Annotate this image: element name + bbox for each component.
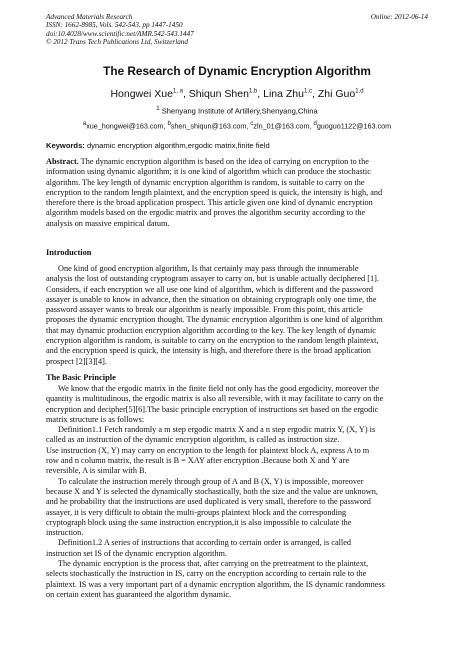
intro-line: that may dynamic production encryption algorithm according to the key. The key length of dynamic [46, 325, 376, 335]
keywords-text: dynamic encryption algorithm,ergodic matrix,finite field [84, 141, 270, 150]
author-sup: 1, a [172, 88, 183, 95]
intro-line: analysis the lost of outstanding cryptogram assayer to carry on, but is unable actually deciphered [1]. [46, 274, 379, 284]
email-sup: b [167, 121, 171, 127]
email-sup: c [250, 121, 254, 127]
basic-line: called as an instruction of the dynamic encryption algorithm, is called as instruction size. [46, 435, 340, 445]
abstract-label: Abstract. [46, 157, 79, 166]
author-sup: 1,d [355, 88, 364, 95]
abstract-line: analysis on massive empirical datum. [46, 218, 170, 228]
abstract-line: therefore there is the broad application prospect. This article given one kind of dynamic encryption [46, 198, 373, 208]
basic-line: selects stochastically the instruction in IS, carry on the encryption according to certain rule to the [46, 569, 367, 579]
basic-line: assayer, it is very difficult to obtain the multi-groups plaintext block and the corresponding [46, 507, 347, 517]
basic-line: on certain extent has guaranteed the algorithm dynamic. [46, 589, 232, 599]
basic-line: matrix structure is as follows: [46, 414, 145, 424]
section-heading-introduction: Introduction [46, 248, 92, 257]
section-heading-basic-principle: The Basic Principle [46, 373, 116, 382]
email-address: zln_01@163.com [253, 121, 310, 131]
email-sup: d [313, 121, 317, 127]
author-name: Lina Zhu [263, 88, 304, 100]
basic-line: Definition1.2 A series of instructions that according to certain order is arranged, is called [58, 538, 352, 548]
basic-line: To calculate the instruction merely through group of A and B (X, Y) is impossible, moreover [58, 476, 364, 486]
author-list: Hongwei Xue$^{1, a}$, Shiqun Shen$^{1,b}$, Lina Zhu$^{1,c}$, Zhi Guo$^{1,d}$ [110, 88, 364, 100]
affiliation-text: Shenyang Institute of Artillery,Shenyang,China [159, 106, 318, 116]
basic-line: Definition1.1 Fetch randomly a m step ergodic matrix X and a n step ergodic matrix Y, (X, Y) is [58, 425, 376, 435]
affiliation [0, 106, 474, 116]
author-sup: 1,c [303, 88, 312, 95]
author-emails: $^a$xue_hongwei@163.com, $^b$shen_shiqun@163.com, $^c$zln_01@163.com, $^d$guoguo1122@163.com [82, 121, 392, 131]
basic-principle-body [46, 384, 428, 600]
copyright-line: © 2012 Trans Tech Publications Ltd, Switzerland [46, 37, 188, 46]
basic-line: because X and Y is selected the dynamically stochastically, both the size and the value are unknown, [46, 486, 378, 496]
abstract-line: encryption to the random length plaintext, and the encryption speed is quick, the intensity is high, and [46, 187, 383, 197]
journal-name: Advanced Materials Research [46, 13, 133, 21]
affiliation-sup: 1 [156, 106, 160, 112]
author-name: Zhi Guo [317, 88, 356, 100]
doi-line: doi:10.4028/www.scientific.net/AMR.542-543.1447 [46, 29, 194, 38]
basic-line: cryptograph block using the same instruction encryption,it is also impossible to calculate the [46, 517, 352, 527]
intro-line: prospect [2][3][4]. [46, 356, 107, 366]
keywords [46, 141, 428, 150]
basic-line: Use instruction (X, Y) may carry on encryption to the length for plaintext block A, express A to m [46, 445, 370, 455]
paper-title: The Research of Dynamic Encryption Algorithm [103, 64, 371, 78]
email-sup: a [82, 121, 87, 127]
email-address: guoguo1122@163.com [316, 121, 392, 131]
basic-line: quantity is multitudinous, the ergodic matrix is also all reversible, with it may facilitate to carry on the [46, 394, 384, 404]
intro-line: One kind of good encryption algorithm, Is that certainly may pass through the innumerable [58, 264, 359, 273]
basic-line: plaintext. IS was a very important part of a dynamic encryption algorithm, the IS dynamic randomness [46, 579, 385, 589]
abstract-line: The dynamic encryption algorithm is based on the idea of carrying on encryption to the [78, 157, 369, 166]
abstract-line: algorithm. The key length of dynamic encryption algorithm is random, is suitable to carry on the [46, 177, 365, 187]
basic-line: reversible, A is similar with B. [46, 466, 147, 476]
keywords-label: Keywords: [46, 141, 85, 150]
email-address: xue_hongwei@163.com [86, 121, 164, 131]
basic-line: instruction. [46, 528, 84, 538]
intro-line: password assayer wants to break our algorithm is nearly impossible. From this point, this article [46, 305, 363, 315]
abstract-line: information using dynamic algorithm; it is one kind of algorithm which can produce the stochastic [46, 167, 371, 177]
basic-line: instruction set IS of the dynamic encryption algorithm. [46, 548, 228, 558]
basic-line: encryption and decipher[5][6].The basic principle encryption of instructions set based on the ergodic [46, 404, 379, 414]
basic-line: We know that the ergodic matrix in the finite field not only has the good ergodicity, moreover the [58, 384, 380, 393]
intro-line: proposes the dynamic encryption thought. The dynamic encryption algorithm is one kind of algorithm [46, 315, 383, 325]
intro-line: and the encryption speed is quick, the intensity is high, and therefore there is the broad application [46, 346, 371, 356]
intro-line: encryption algorithm is random, is suitable to carry on the encryption to the random length plaintext, [46, 336, 379, 346]
intro-line: assayer is unable to know in advance, then the situation on obtaining cryptograph only one time, the [46, 294, 377, 304]
basic-line: row and n column matrix, the result is B = XAY after encryption .Because both X and Y are [46, 456, 350, 466]
abstract [46, 157, 428, 229]
issn-line: ISSN: 1662-8985, Vols. 542-543, pp 1447-1450 [46, 21, 183, 30]
intro-line: Considers, if each encryption we all use one kind of algorithm, which is different and the password [46, 284, 374, 294]
author-sup: 1,b [248, 88, 258, 95]
author-name: Shiqun Shen [188, 88, 249, 100]
basic-line: and he probability that the instructions are used duplicated is very small, therefore to the password [46, 497, 371, 507]
author-name: Hongwei Xue [110, 88, 173, 100]
email-address: shen_shiqun@163.com [170, 121, 247, 131]
online-date: Online: 2012-06-14 [370, 13, 428, 21]
basic-line: The dynamic encryption is the process that, after carrying on the pretreatment to the plaintext, [58, 559, 369, 569]
abstract-line: algorithm models based on the ergodic matrix and proves the algorithm security according to the [46, 208, 366, 218]
introduction-body [46, 264, 428, 367]
